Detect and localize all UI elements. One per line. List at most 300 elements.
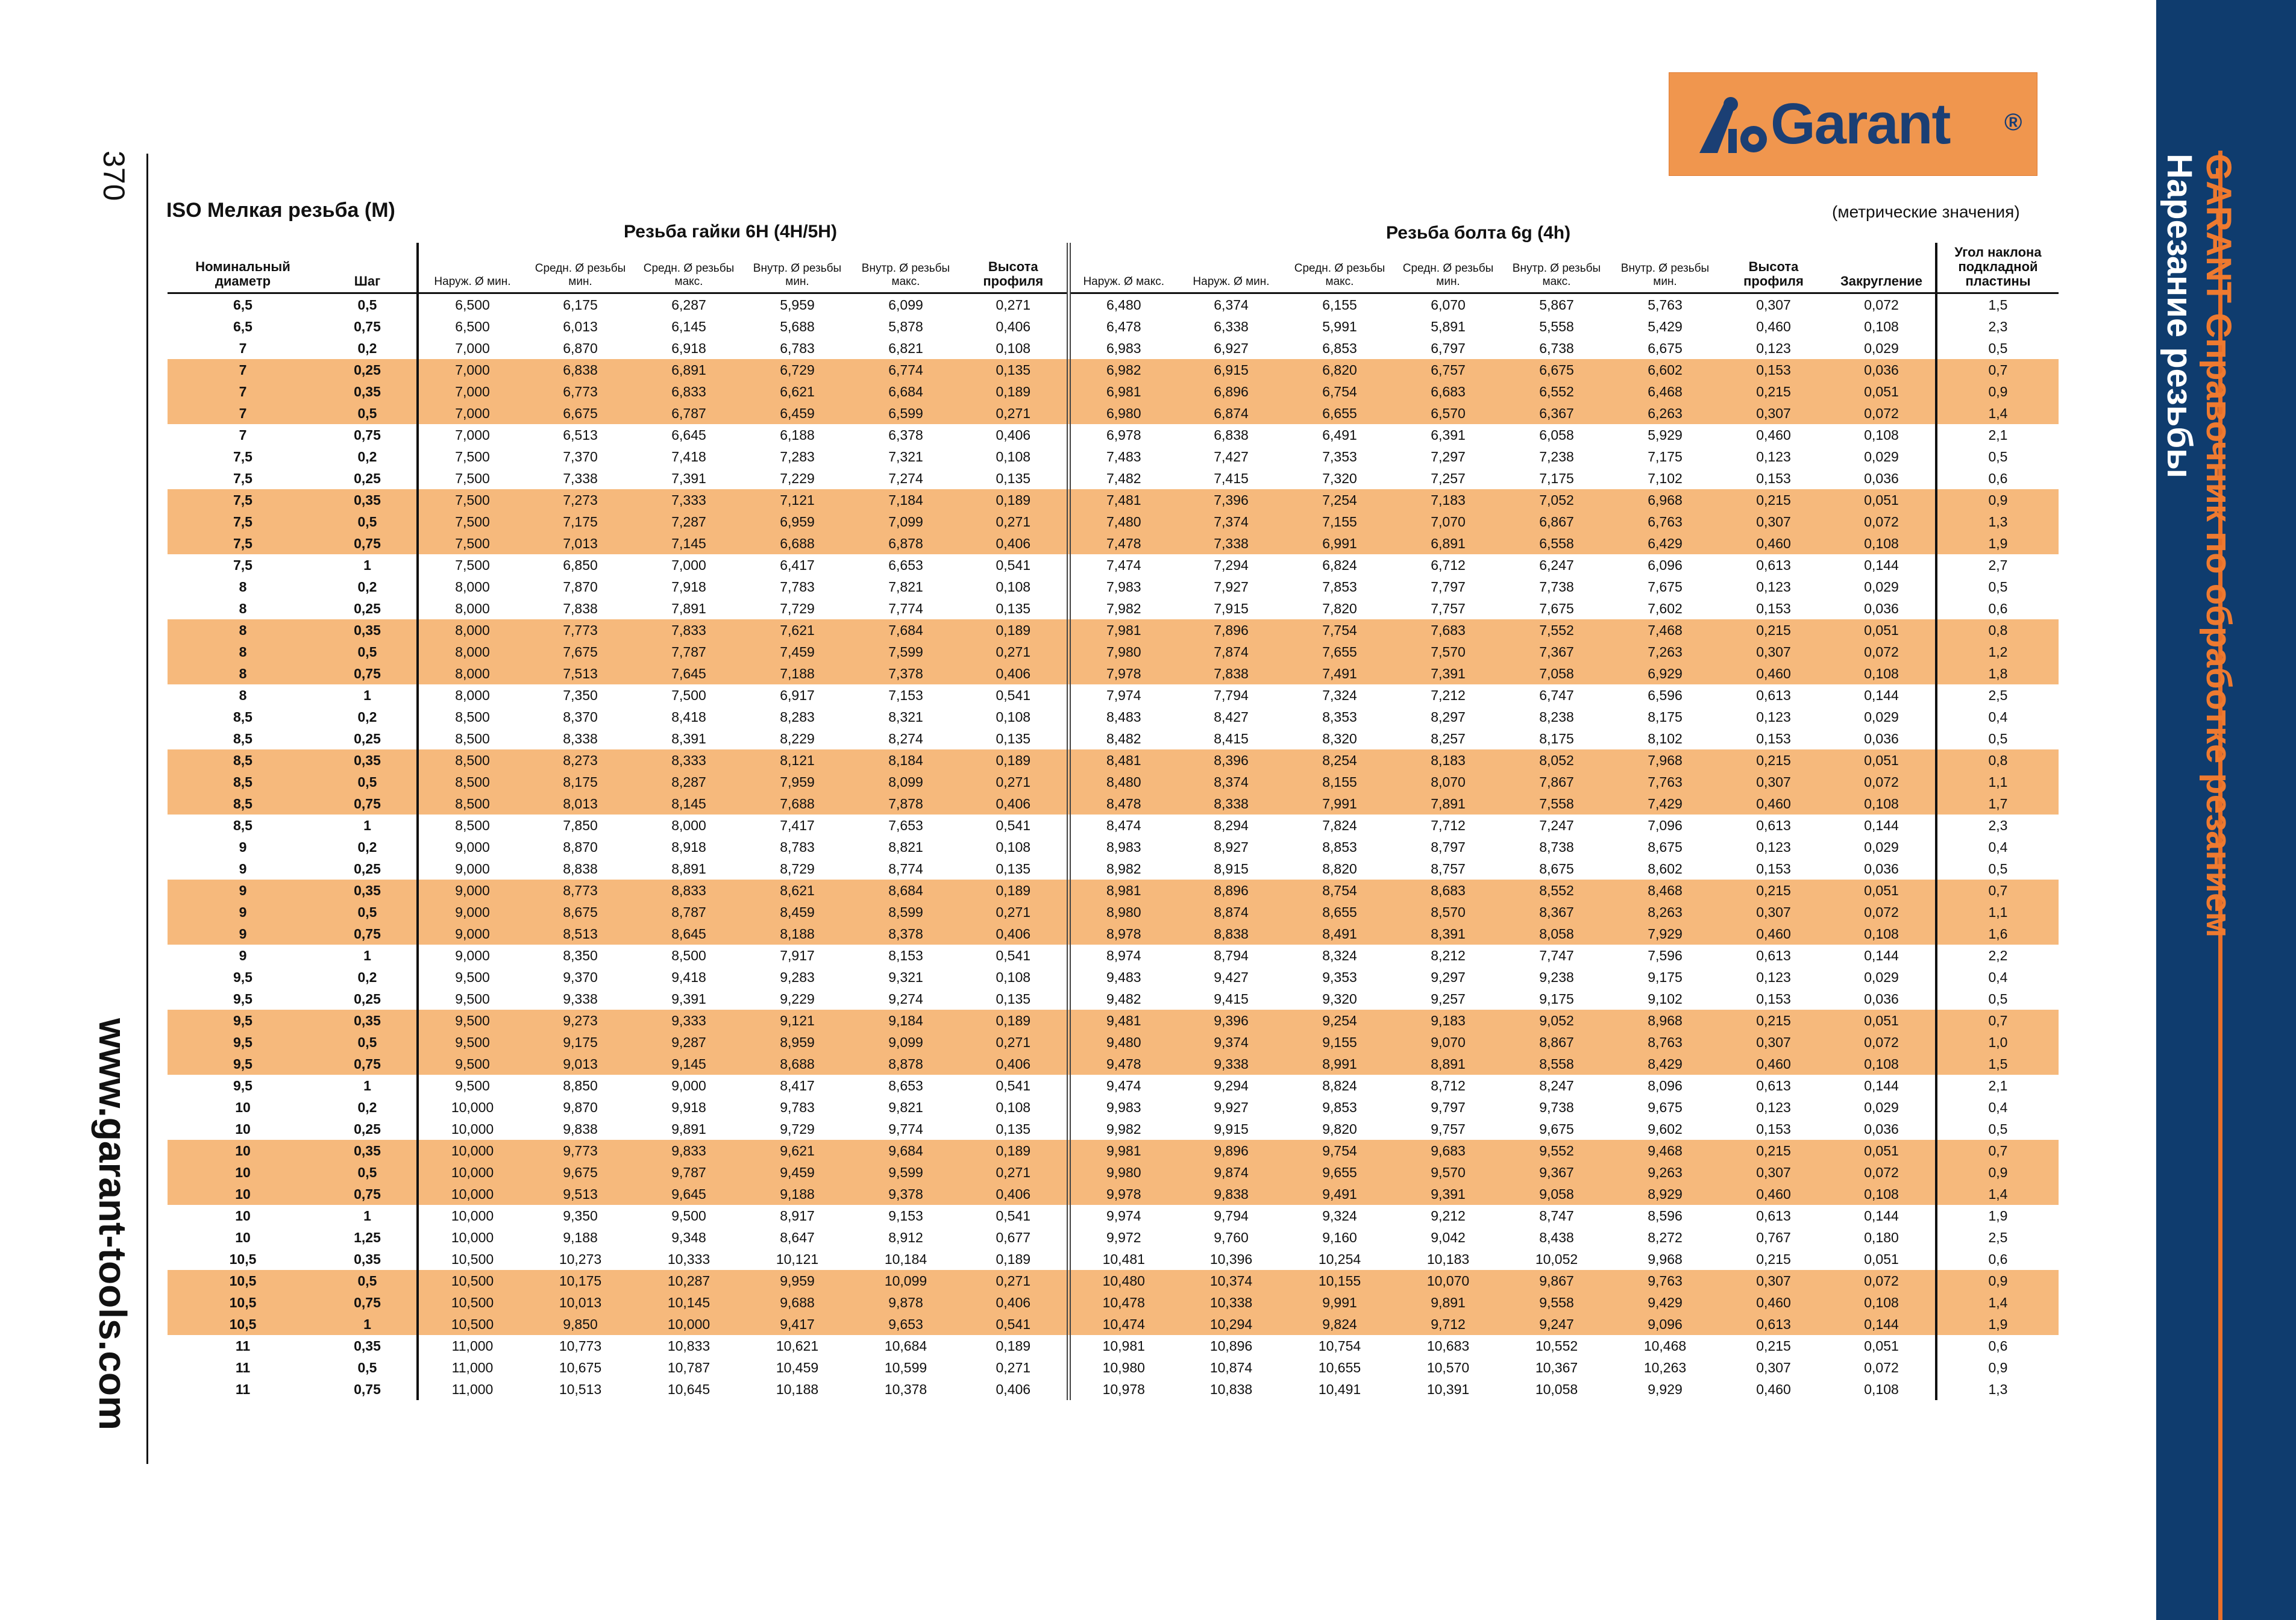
table-cell: 0,35 [354,1251,381,1267]
table-cell: 10,000 [418,1096,526,1118]
table-cell: 0,460 [1756,1381,1791,1397]
table-cell: 0,613 [1756,948,1791,963]
table-cell: 0,5 [318,511,418,533]
table-cell: 8,415 [1214,731,1249,746]
table-cell: 6,500 [418,293,526,316]
table-cell: 6,155 [1322,297,1357,313]
table-cell: 9,321 [888,969,923,985]
table-cell: 7,500 [418,533,526,554]
table-cell: 8,838 [563,861,598,877]
table-cell: 9,729 [780,1121,815,1137]
table-cell: 9,675 [526,1162,635,1183]
table-cell: 7,099 [852,511,960,533]
table-cell: 7,867 [1502,771,1611,793]
table-cell: 7,000 [418,424,526,446]
table-cell: 7,552 [1502,619,1611,641]
table-row [168,1335,2059,1357]
column-header: Средн. Ø резьбы мин. [526,243,635,293]
table-cell: 9,974 [1068,1205,1177,1227]
table-cell: 9,688 [743,1292,852,1313]
table-cell: 0,036 [1864,471,1899,486]
table-cell: 6,838 [1214,427,1249,443]
table-cell: 9,5 [233,991,252,1007]
table-cell: 8,247 [1539,1078,1574,1093]
table-row [168,706,2059,728]
table-cell: 8,418 [671,709,706,725]
page-number: 370 [97,151,131,201]
table-cell: 10,000 [418,1140,526,1162]
table-cell: 8,891 [1394,1053,1502,1075]
table-cell: 9,978 [1068,1183,1177,1205]
table-cell: 0,25 [354,471,381,486]
table-cell: 1,0 [1936,1031,2059,1053]
table-cell: 10,000 [418,1205,526,1227]
table-cell: 9,274 [888,991,923,1007]
table-cell: 0,2 [357,340,377,356]
table-cell: 0,271 [960,1270,1068,1292]
table-cell: 8,891 [671,861,706,877]
table-cell: 0,108 [1828,1183,1936,1205]
table-cell: 10,254 [1318,1251,1361,1267]
table-row [168,988,2059,1010]
table-cell: 8,980 [1068,901,1177,923]
table-title: ISO Мелкая резьба (M) [166,199,395,222]
table-row [168,1053,2059,1075]
table-row [168,858,2059,880]
table-cell: 0,189 [960,381,1068,402]
table-cell: 8,145 [635,793,743,815]
table-cell: 9,324 [1322,1208,1357,1224]
table-cell: 10,683 [1426,1338,1470,1354]
table-cell: 8,052 [1502,749,1611,771]
table-cell: 0,7 [1936,1140,2059,1162]
table-cell: 0,35 [318,619,418,641]
table-cell: 9,482 [1068,988,1177,1010]
table-cell: 0,072 [1828,771,1936,793]
table-cell: 6,774 [852,359,960,381]
table-cell: 0,2 [357,579,377,595]
table-cell: 8,821 [888,839,923,855]
column-header: Внутр. Ø резьбы макс. [852,243,960,293]
table-cell: 10,333 [667,1251,710,1267]
table-cell: 6,558 [1502,533,1611,554]
table-cell: 7,283 [780,449,815,464]
table-cell: 10,000 [418,1227,526,1248]
table-cell: 0,153 [1756,1121,1791,1137]
table-cell: 0,108 [996,969,1031,985]
table-cell: 9,896 [1177,1140,1285,1162]
table-cell: 9,350 [563,1208,598,1224]
table-cell: 7,468 [1611,619,1719,641]
table-cell: 10,645 [667,1381,710,1397]
table-cell: 9,183 [1394,1010,1502,1031]
table-cell: 9,391 [671,991,706,1007]
table-cell: 0,5 [1936,1118,2059,1140]
table-cell: 8,283 [780,709,815,725]
table-cell: 8,5 [168,749,318,771]
table-cell: 0,108 [1864,1381,1899,1397]
table-cell: 7,353 [1322,449,1357,464]
table-cell: 6,850 [563,557,598,573]
column-header: Номинальный диаметр [168,243,318,293]
table-cell: 10,184 [884,1251,927,1267]
table-cell: 0,307 [1719,511,1828,533]
table-cell: 8,320 [1322,731,1357,746]
table-cell: 0,460 [1719,923,1828,945]
table-cell: 7,500 [418,489,526,511]
table-cell: 8,370 [563,709,598,725]
table-cell: 7,000 [418,337,526,359]
table-cell: 8,747 [1539,1208,1574,1224]
table-cell: 10,599 [884,1360,927,1375]
table-cell: 6,058 [1539,427,1574,443]
table-cell: 7,983 [1068,576,1177,598]
table-cell: 8,783 [780,839,815,855]
table-cell: 1,5 [1936,1053,2059,1075]
table-cell: 7,052 [1502,489,1611,511]
table-cell: 6,367 [1502,402,1611,424]
table-cell: 7,254 [1285,489,1394,511]
column-header: Внутр. Ø резьбы мин. [1611,243,1719,293]
table-cell: 0,271 [996,297,1031,313]
table-cell: 6,468 [1611,381,1719,402]
table-cell: 8,5 [233,709,252,725]
table-cell: 6,729 [743,359,852,381]
table-cell: 10,183 [1426,1251,1470,1267]
table-cell: 8,121 [743,749,852,771]
table-cell: 1,4 [1936,1183,2059,1205]
table-cell: 0,7 [1936,880,2059,901]
table-cell: 0,75 [318,1292,418,1313]
table-cell: 8,797 [1431,839,1466,855]
table-row [168,728,2059,749]
table-cell: 0,2 [357,449,377,464]
table-row [168,1140,2059,1162]
table-cell: 7,878 [852,793,960,815]
table-cell: 6,981 [1068,381,1177,402]
table-cell: 8,729 [780,861,815,877]
table-cell: 0,75 [318,793,418,815]
table-cell: 6,959 [743,511,852,533]
table-cell: 9,500 [418,1053,526,1075]
table-cell: 0,036 [1864,991,1899,1007]
table-cell: 8,353 [1322,709,1357,725]
table-row [168,1270,2059,1292]
table-cell: 8,874 [1177,901,1285,923]
table-cell: 10,675 [559,1360,602,1375]
table-cell: 0,75 [354,427,381,443]
table-cell: 9,468 [1611,1140,1719,1162]
table-row [168,446,2059,468]
table-cell: 0,215 [1719,619,1828,641]
table-cell: 9,417 [743,1313,852,1335]
table-cell: 6,675 [526,402,635,424]
table-cell: 0,189 [960,489,1068,511]
table-cell: 9,833 [635,1140,743,1162]
table-cell: 0,7 [1936,359,2059,381]
table-row [168,771,2059,793]
table-cell: 1,1 [1936,771,2059,793]
table-cell: 6,374 [1214,297,1249,313]
table-cell: 7,850 [563,818,598,833]
table-row [168,1357,2059,1378]
table-cell: 0,189 [960,1010,1068,1031]
table-cell: 7,688 [743,793,852,815]
table-cell: 10,145 [635,1292,743,1313]
table-cell: 9,500 [418,1075,526,1096]
table-cell: 9,257 [1431,991,1466,1007]
table-cell: 9,5 [168,1031,318,1053]
table-cell: 1,9 [1936,1313,2059,1335]
table-cell: 0,25 [354,731,381,746]
table-cell: 9,481 [1068,1010,1177,1031]
table-cell: 0,9 [1936,1270,2059,1292]
table-cell: 6,757 [1394,359,1502,381]
table-cell: 7,891 [671,601,706,616]
table-row [168,554,2059,576]
table-cell: 0,307 [1719,641,1828,663]
table-cell: 10,978 [1068,1378,1177,1400]
table-cell: 10,500 [418,1292,526,1313]
table-cell: 7,500 [418,554,526,576]
table-cell: 10,121 [776,1251,819,1267]
table-cell: 9,374 [1177,1031,1285,1053]
table-cell: 7,370 [563,449,598,464]
table-cell: 10,374 [1177,1270,1285,1292]
table-cell: 0,072 [1828,1162,1936,1183]
table-cell: 0,613 [1719,1313,1828,1335]
table-cell: 0,036 [1828,359,1936,381]
table-cell: 8,374 [1177,771,1285,793]
table-cell: 7,838 [563,601,598,616]
table-cell: 8,500 [671,948,706,963]
table-cell: 0,215 [1756,1338,1791,1354]
table-cell: 6,968 [1611,489,1719,511]
table-cell: 1 [363,687,371,703]
table-cell: 0,25 [354,601,381,616]
table-cell: 9,991 [1285,1292,1394,1313]
table-cell: 0,677 [996,1230,1031,1245]
table-cell: 5,891 [1431,319,1466,334]
table-cell: 8,675 [1539,861,1574,877]
table-cell: 7,102 [1648,471,1683,486]
table-cell: 8,896 [1177,880,1285,901]
table-cell: 8,478 [1068,793,1177,815]
table-cell: 1 [363,818,371,833]
table-cell: 0,271 [960,511,1068,533]
table-cell: 8,645 [635,923,743,945]
table-cell: 9,415 [1214,991,1249,1007]
table-cell: 8,483 [1068,706,1177,728]
table-cell: 0,153 [1756,861,1791,877]
table-cell: 0,072 [1864,1360,1899,1375]
table-row [168,880,2059,901]
table-cell: 0,123 [1756,1099,1791,1115]
table-cell: 9,013 [526,1053,635,1075]
table-cell: 0,123 [1756,449,1791,464]
table-cell: 8,500 [418,771,526,793]
table-cell: 8 [239,579,247,595]
table-cell: 10 [168,1183,318,1205]
table-cell: 8,272 [1648,1230,1683,1245]
table-cell: 8,297 [1431,709,1466,725]
table-cell: 9,155 [1285,1031,1394,1053]
table-cell: 0,541 [996,948,1031,963]
table-cell: 9,459 [743,1162,852,1183]
table-cell: 0,5 [318,1162,418,1183]
table-cell: 10,980 [1068,1357,1177,1378]
table-cell: 0,108 [996,449,1031,464]
table-cell: 7,797 [1431,579,1466,595]
table-cell: 7,294 [1214,557,1249,573]
table-cell: 0,123 [1756,709,1791,725]
table-cell: 8,773 [526,880,635,901]
table-cell: 8,912 [888,1230,923,1245]
table-cell: 9,188 [743,1183,852,1205]
table-cell: 0,541 [996,818,1031,833]
table-cell: 7,712 [1431,818,1466,833]
table-cell: 0,25 [354,1121,381,1137]
table-cell: 8,838 [1177,923,1285,945]
table-cell: 9,763 [1611,1270,1719,1292]
table-cell: 0,75 [354,1381,381,1397]
column-header: Средн. Ø резьбы мин. [1394,243,1502,293]
table-cell: 9,838 [1177,1183,1285,1205]
table-cell: 0,2 [357,1099,377,1115]
table-cell: 0,460 [1719,533,1828,554]
table-cell: 8,850 [563,1078,598,1093]
table-cell: 7,747 [1539,948,1574,963]
table-cell: 6,991 [1285,533,1394,554]
table-cell: 8,787 [635,901,743,923]
table-cell: 10,000 [635,1313,743,1335]
table-cell: 9,212 [1431,1208,1466,1224]
table-cell: 9,273 [526,1010,635,1031]
table-cell: 10,570 [1426,1360,1470,1375]
table-row [168,402,2059,424]
table-row [168,1031,2059,1053]
table-cell: 9,5 [168,1053,318,1075]
table-row [168,359,2059,381]
table-cell: 10,287 [635,1270,743,1292]
table-cell: 7,917 [780,948,815,963]
table-cell: 5,929 [1648,427,1683,443]
table-cell: 7 [168,402,318,424]
table-cell: 1,4 [1936,1292,2059,1313]
table-cell: 7,773 [526,619,635,641]
table-cell: 8,738 [1539,839,1574,855]
table-cell: 0,406 [960,923,1068,945]
table-cell: 9,891 [1394,1292,1502,1313]
table-cell: 0,123 [1756,839,1791,855]
table-cell: 7,820 [1322,601,1357,616]
table-cell: 6,570 [1394,402,1502,424]
table-cell: 8,438 [1539,1230,1574,1245]
table-cell: 6,655 [1285,402,1394,424]
table-cell: 10,552 [1535,1338,1578,1354]
table-row [168,576,2059,598]
table-cell: 8,184 [852,749,960,771]
table-cell: 8,927 [1214,839,1249,855]
table-row [168,424,2059,446]
table-cell: 0,75 [318,1183,418,1205]
table-cell: 7,927 [1214,579,1249,595]
table-row [168,1162,2059,1183]
table-cell: 0,5 [318,641,418,663]
table-cell: 0,25 [354,991,381,1007]
table-cell: 6,763 [1611,511,1719,533]
table-cell: 0,215 [1719,749,1828,771]
table-cell: 8,000 [418,684,526,706]
table-cell: 6,552 [1502,381,1611,402]
table-cell: 9 [239,839,247,855]
table-cell: 2,5 [1936,1227,2059,1248]
table-cell: 8,338 [563,731,598,746]
table-cell: 8,153 [888,948,923,963]
table-cell: 10 [235,1208,251,1224]
table-cell: 6,287 [671,297,706,313]
table-cell: 7,188 [743,663,852,684]
table-row [168,815,2059,836]
table-cell: 8,000 [418,576,526,598]
table-cell: 10,896 [1209,1338,1253,1354]
table-cell: 0,271 [960,1031,1068,1053]
table-cell: 10,188 [776,1381,819,1397]
table-cell: 9,000 [418,923,526,945]
table-cell: 7,675 [1539,601,1574,616]
table-cell: 0,5 [357,297,377,313]
table-cell: 9,500 [418,1031,526,1053]
table-cell: 9,918 [671,1099,706,1115]
table-cell: 6,688 [743,533,852,554]
table-cell: 0,9 [1936,1162,2059,1183]
table-cell: 8,917 [780,1208,815,1224]
sidebar-subtitle: Нарезание резьбы [2160,154,2199,478]
table-cell: 7,5 [168,489,318,511]
table-row [168,381,2059,402]
column-header: Закругление [1828,243,1936,293]
table-cell: 9,500 [418,1010,526,1031]
table-cell: 9,145 [635,1053,743,1075]
table-cell: 0,460 [1719,663,1828,684]
table-cell: 9,229 [780,991,815,1007]
table-cell: 7,096 [1648,818,1683,833]
table-cell: 2,3 [1936,316,2059,337]
table-cell: 8,000 [671,818,706,833]
table-cell: 8,959 [743,1031,852,1053]
table-cell: 8,5 [168,793,318,815]
table-cell: 9,972 [1068,1227,1177,1248]
table-cell: 10,500 [418,1270,526,1292]
table-cell: 8,621 [743,880,852,901]
table-cell: 7,175 [1539,471,1574,486]
table-cell: 7,153 [888,687,923,703]
table-cell: 0,153 [1719,359,1828,381]
table-cell: 0,036 [1864,861,1899,877]
table-cell: 5,763 [1648,297,1683,313]
table-cell: 0,406 [960,1292,1068,1313]
table-cell: 10,655 [1318,1360,1361,1375]
table-cell: 6,838 [526,359,635,381]
website-link[interactable]: www.garant-tools.com [91,1018,134,1430]
table-cell: 0,036 [1864,731,1899,746]
table-cell: 7,482 [1068,468,1177,489]
table-cell: 0,029 [1864,839,1899,855]
table-cell: 0,5 [318,771,418,793]
table-cell: 0,9 [1936,1357,2059,1378]
table-cell: 0,35 [318,489,418,511]
table-cell: 10,391 [1426,1381,1470,1397]
